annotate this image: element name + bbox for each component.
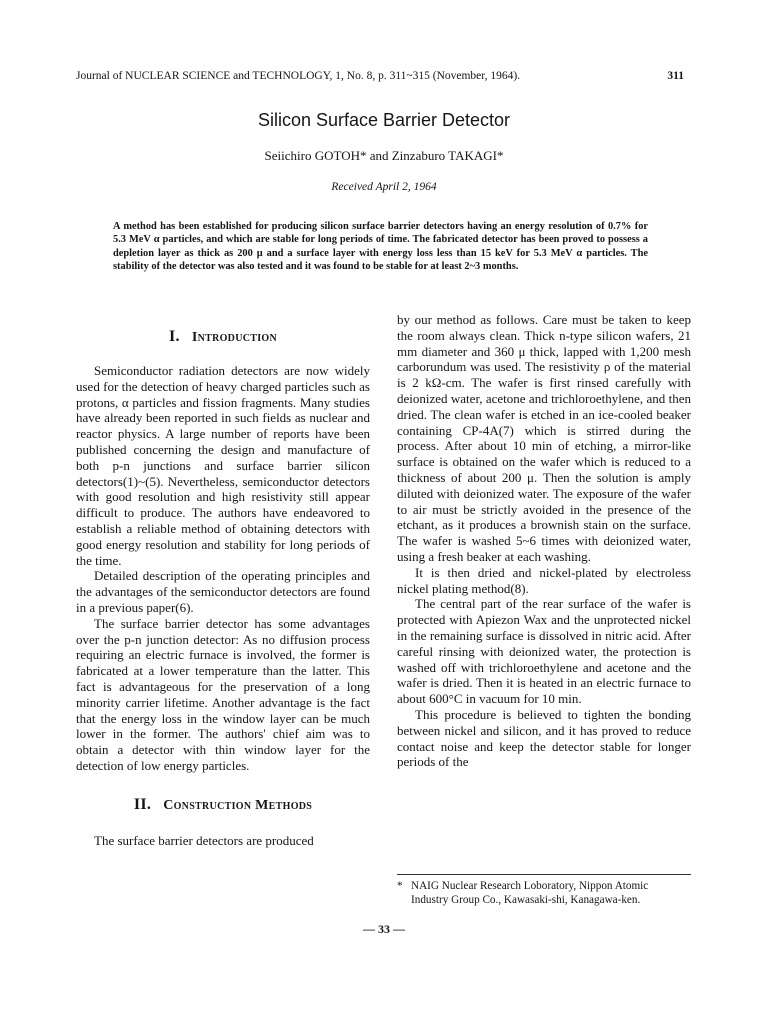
section-heading-construction [76, 796, 370, 815]
right-column [397, 312, 691, 770]
section-number: I. [169, 328, 180, 345]
footnote-line: Industry Group Co., Kawasaki-shi, Kanagawa-ken. [411, 893, 641, 906]
page-folio: — 33 — [363, 922, 405, 936]
construction-paragraph: The surface barrier detectors are produced [94, 832, 314, 848]
running-head [76, 69, 684, 83]
section-heading-introduction [76, 328, 370, 347]
footnote-marker: * [397, 880, 403, 892]
page-number: 311 [667, 70, 684, 82]
paper-authors: Seiichiro GOTOH* and Zinzaburo TAKAGI* [264, 148, 504, 163]
body-paragraph: The central part of the rear surface of the wafer is protected with Apiezon Wax and the unprotected nickel in the remaining surface is dissolved in nitric acid. After careful rinsing with deionized water, the protection is washed off with trichloroethylene and acetone and the wafer is dried. Then it is heated in an electric furnace to about 600°C in vacuum for 10 min. [397, 596, 691, 707]
section-number: II. [133, 795, 152, 813]
footnote-divider [397, 874, 691, 875]
body-paragraph: This procedure is believed to tighten the bonding between nickel and silicon, and it has proved to reduce contact noise and keep the detector stable for longer periods of the [397, 706, 691, 770]
paper-title: Silicon Surface Barrier Detector [257, 110, 511, 130]
intro-paragraph: The surface barrier detector has some advantages over the p-n junction detector: As no diffusion process requiring an electric furnace is involved, the former is fabricated at a lower temperature than the latter. This fact is advantageous for the preservation of a long minority carrier lifetime. Another advantage is the fact that the energy loss in the window layer can be much lower in the former. The authors' chief aim was to obtain a detector with thin window layer for the detection of low energy particles. [76, 615, 370, 773]
abstract: A method has been established for producing silicon surface barrier detectors having an energy resolution of 0.7% for 5.3 MeV α particles, and which are stable for long periods of time. The fabricated detector has been proved to possess a depletion layer as thick as 200 μ and a surface layer with energy loss less than 15 keV for 5.3 MeV α particles. The stability of the detector was also tested and it was found to be stable for at least 2~3 months. [113, 221, 648, 273]
section-title: Construction Methods [163, 797, 313, 813]
received-date: Received April 2, 1964 [331, 181, 437, 193]
left-column [76, 312, 370, 849]
footnote-line: NAIG Nuclear Research Loboratory, Nippon Atomic [411, 880, 649, 892]
author-affiliation-footnote [397, 880, 697, 907]
body-paragraph: It is then dried and nickel-plated by electroless nickel plating method(8). [397, 564, 691, 596]
intro-paragraph: Semiconductor radiation detectors are now widely used for the detection of heavy charged particles such as protons, α particles and fission fragments. Many studies have already been reported in such fields as nuclear and reactor physics. A large number of reports have been published concerning the design and manufacture of both p-n junctions and surface barrier silicon detectors(1)~(5). Nevertheless, semiconductor detectors with good resolution and high resistivity still appear difficult to produce. The authors have endeavored to establish a reliable method of obtaining detectors with good energy resolution and stability for long periods of the time. [76, 363, 370, 568]
body-paragraph: by our method as follows. Care must be taken to keep the room always clean. Thick n-type silicon wafers, 21 mm diameter and 360 μ thick, lapped with 1,200 mesh carborundum was used. The resistivity ρ of the material is 2 kΩ-cm. The wafer is first rinsed carefully with deionized water, acetone and trichloroethylene, and then dried. The clean wafer is etched in an ice-cooled beaker containing CP-4A(7) which is stirred during the process. After about 10 min of etching, a mirror-like surface is obtained on the wafer which is reduced to a thickness of about 200 μ. Then the solution is amply diluted with deionized water. The exposure of the wafer to air must be strictly avoided in the presence of the etchant, as it produces a brownish stain on the surface. The wafer is washed 5~6 times with deionized water, using a fresh beaker at each washing. [397, 312, 691, 564]
section-title: Introduction [191, 330, 277, 345]
intro-paragraph: Detailed description of the operating principles and the advantages of the semiconductor detectors are found in a previous paper(6). [76, 568, 370, 615]
journal-citation: Journal of NUCLEAR SCIENCE and TECHNOLOGY, 1, No. 8, p. 311~315 (November, 1964). [76, 70, 521, 82]
